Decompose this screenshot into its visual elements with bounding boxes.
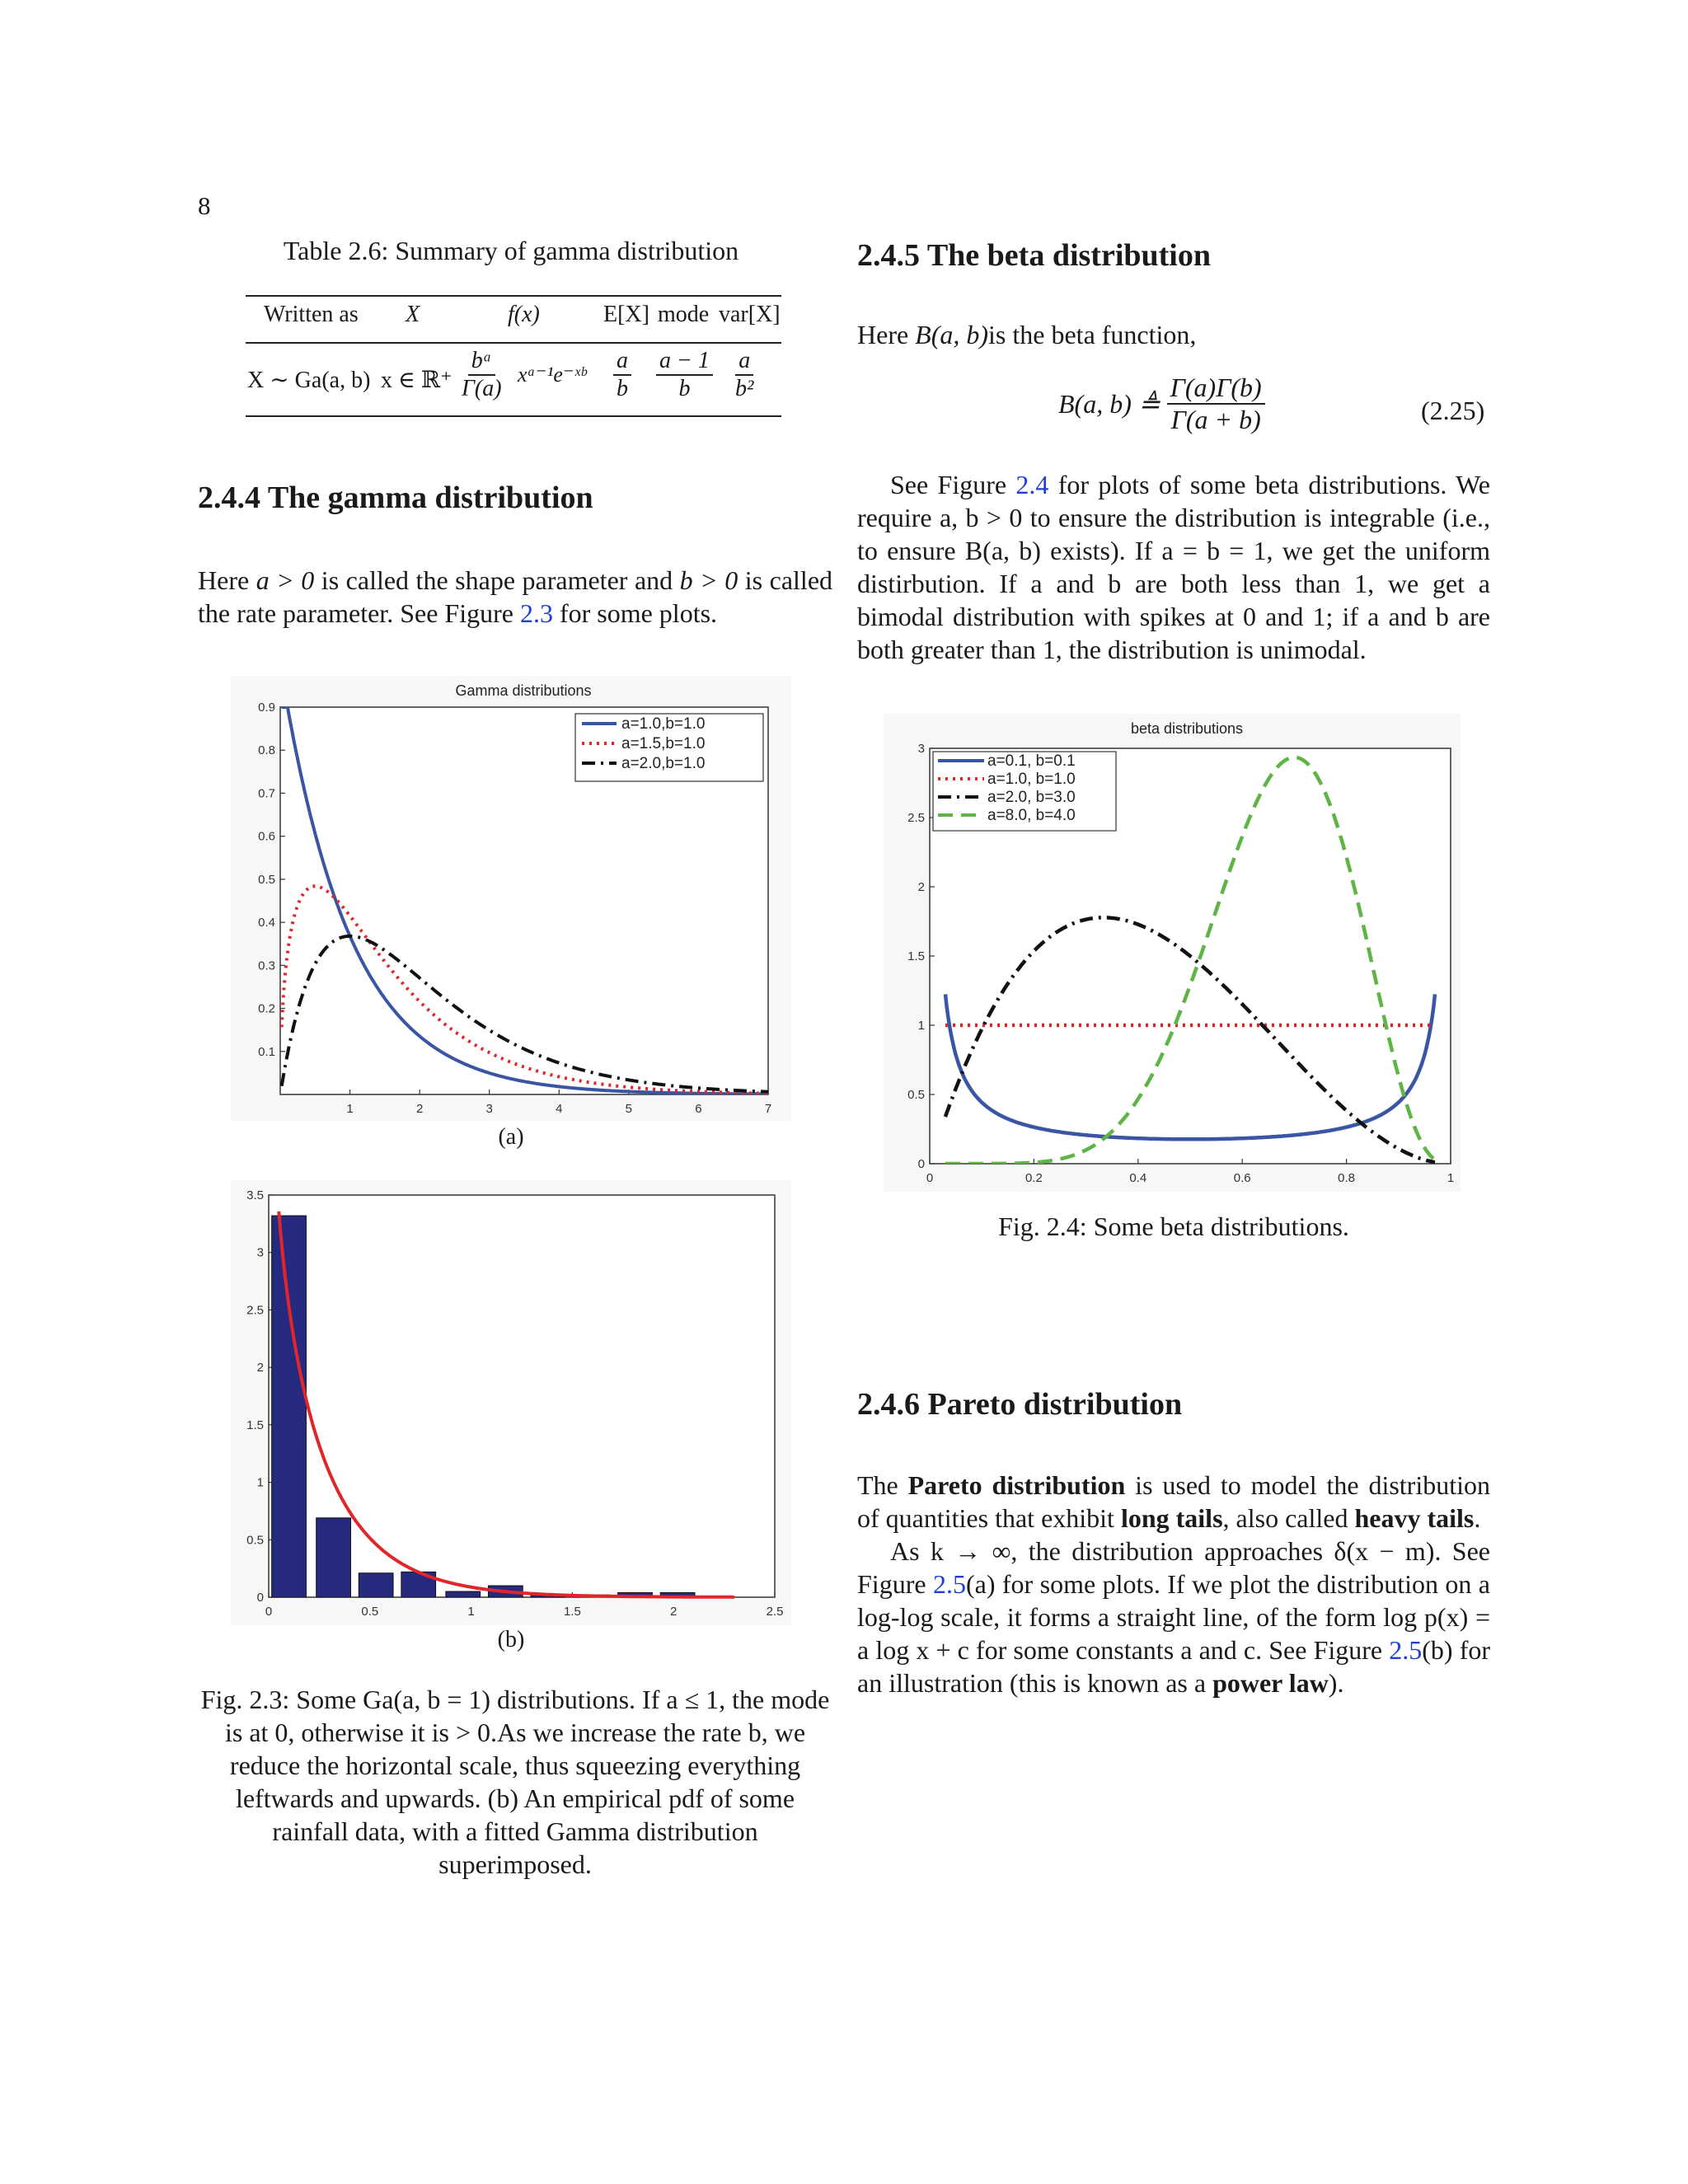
pareto-p1-a: The: [857, 1470, 908, 1500]
table-cell-pdf-fraction: [458, 348, 505, 402]
beta-y-tick-label: 1: [917, 1019, 925, 1033]
gamma-plot-area: [258, 701, 771, 1116]
gamma-x-tick-label: 6: [695, 1102, 702, 1116]
section-heading-beta: 2.4.5 The beta distribution: [857, 238, 1211, 273]
beta-x-tick-label: 0: [926, 1171, 934, 1185]
histogram-y-tick-label: 1.5: [246, 1418, 264, 1432]
beta-legend-label: a=1.0, b=1.0: [987, 771, 1076, 788]
histogram-y-tick-label: 2.5: [246, 1303, 264, 1318]
gamma-y-tick-label: 0.2: [258, 1001, 275, 1016]
gamma-x-tick-label: 5: [625, 1102, 633, 1116]
mode-denominator: b: [678, 376, 691, 401]
table-header-mode: mode: [658, 302, 710, 327]
mean-numerator: a: [613, 348, 631, 376]
table-cell-mean: [613, 348, 631, 402]
gamma-legend-label: a=1.0,b=1.0: [621, 715, 706, 733]
gamma-chart: [231, 676, 791, 1121]
var-denominator: b²: [735, 376, 754, 401]
section-heading-gamma: 2.4.4 The gamma distribution: [198, 480, 593, 515]
beta-intro-c: is the beta function,: [988, 320, 1197, 349]
beta-x-tick-label: 0.2: [1025, 1171, 1043, 1185]
histogram-x-tick-label: 0: [265, 1605, 273, 1619]
equation-lhs: B(a, b) ≜: [1058, 389, 1160, 419]
power-law-term-bold: power law: [1212, 1668, 1329, 1698]
mean-denominator: b: [617, 376, 628, 401]
beta-legend-label: a=2.0, b=3.0: [987, 789, 1076, 806]
gamma-legend-label: a=1.5,b=1.0: [621, 735, 706, 752]
fig-2-3-caption: Fig. 2.3: Some Ga(a, b = 1) distributions. If a ≤ 1, the mode is at 0, otherwise it is > 0.As we increase the rate b, we reduce the horizontal scale, thus squeezing everything leftwards and upwards. (b) An empirical pdf of some rainfall data, with a fitted Gamma distribution superimposed.: [200, 1685, 830, 1879]
beta-x-tick-label: 0.4: [1129, 1171, 1147, 1185]
table-cell-domain: x ∈ ℝ⁺: [381, 368, 452, 393]
gamma-y-tick-label: 0.3: [258, 958, 275, 973]
beta-para-a: See Figure: [890, 470, 1016, 499]
gamma-y-tick-label: 0.7: [258, 786, 275, 801]
gamma-text-d: b > 0: [679, 565, 738, 595]
beta-plot-area: [907, 742, 1454, 1185]
gamma-y-tick-label: 0.6: [258, 829, 275, 844]
histogram-x-tick-label: 1: [467, 1605, 475, 1619]
equation-fraction: [1167, 373, 1265, 435]
section-heading-pareto: 2.4.6 Pareto distribution: [857, 1387, 1183, 1422]
histogram-bar: [316, 1518, 351, 1597]
beta-y-tick-label: 2: [917, 880, 925, 894]
histogram-y-tick-label: 0: [256, 1591, 264, 1605]
equation-numerator: Γ(a)Γ(b): [1167, 373, 1265, 405]
table-header-written-as: Written as: [264, 302, 359, 327]
mode-numerator: a − 1: [656, 348, 713, 376]
table-cell-var: [732, 348, 757, 402]
equation-denominator: Γ(a + b): [1170, 405, 1261, 434]
beta-x-tick-label: 0.8: [1338, 1171, 1356, 1185]
beta-x-tick-label: 1: [1447, 1171, 1455, 1185]
table-header-x: X: [406, 302, 420, 327]
beta-para-b: for plots of some beta distributions. We require a, b > 0 to ensure the distribution is integrable (i.e., to ensure B(a, b) exists). If a = b = 1, we get the uniform distirbution. If a and b are both less than 1, we get a bimodal distribution with spikes at 0 and 1; if a and b are both greater than 1, the distribution is unimodal.: [857, 470, 1491, 664]
gamma-x-tick-label: 3: [485, 1102, 493, 1116]
figure-link-2-4[interactable]: 2.4: [1015, 470, 1049, 499]
gamma-y-tick-label: 0.1: [258, 1044, 275, 1059]
figure-link-2-5a[interactable]: 2.5: [932, 1569, 966, 1599]
gamma-text-a: Here: [198, 565, 256, 595]
pareto-paragraphs: [857, 1469, 1490, 1699]
gamma-chart-title: Gamma distributions: [455, 682, 592, 699]
table-cell-mode: [656, 348, 713, 402]
histogram-y-tick-label: 3: [256, 1245, 264, 1260]
pareto-p1-b: is used to model the distribution of quantities that exhibit: [857, 1470, 1491, 1533]
histogram-bar: [359, 1573, 393, 1597]
pareto-term-bold: Pareto distribution: [907, 1470, 1126, 1500]
heavy-tails-term-bold: heavy tails: [1354, 1503, 1475, 1533]
histogram-x-tick-label: 2.5: [766, 1605, 784, 1619]
gamma-x-tick-label: 4: [556, 1102, 563, 1116]
fig-2-3-label-b: (b): [497, 1627, 525, 1652]
rainfall-histogram-chart: [231, 1180, 791, 1625]
table-data-row: [246, 346, 781, 415]
beta-function-equation: [1058, 373, 1265, 435]
gamma-x-tick-label: 7: [764, 1102, 772, 1116]
figure-link-2-5b[interactable]: 2.5: [1389, 1635, 1423, 1665]
pareto-p1-d: .: [1474, 1503, 1481, 1533]
long-tails-term-bold: long tails: [1120, 1503, 1223, 1533]
histogram-bar: [446, 1591, 481, 1597]
table-header-fx: f(x): [508, 302, 540, 327]
table-cell-written-as: X ∼ Ga(a, b): [247, 368, 371, 393]
histogram-y-tick-label: 1: [256, 1475, 264, 1490]
beta-chart: [884, 714, 1461, 1192]
gamma-text-f: for some plots.: [552, 598, 718, 628]
table-header-var: var[X]: [719, 302, 781, 327]
equation-number: (2.25): [1421, 396, 1485, 425]
pdf-denominator: Γ(a): [462, 376, 502, 401]
page-number: 8: [198, 191, 211, 220]
histogram-y-tick-label: 0.5: [246, 1533, 264, 1548]
beta-y-tick-label: 1.5: [907, 949, 925, 963]
beta-intro-b: B(a, b): [915, 320, 989, 349]
gamma-text-c: is called the shape parameter and: [314, 565, 680, 595]
histogram-plot-area: [246, 1188, 783, 1619]
beta-chart-title: beta distributions: [1130, 720, 1244, 737]
table-cell-pdf-tail: xᵃ⁻¹e⁻ˣᵇ: [518, 363, 587, 387]
beta-y-tick-label: 0: [917, 1157, 925, 1171]
beta-legend-label: a=0.1, b=0.1: [987, 752, 1076, 770]
table-top-rule: [246, 295, 781, 297]
gamma-paragraph: [198, 564, 832, 630]
beta-intro: [857, 318, 1490, 351]
gamma-text-b: a > 0: [256, 565, 315, 595]
histogram-y-tick-label: 3.5: [246, 1188, 264, 1202]
pareto-p2-d: ).: [1328, 1668, 1344, 1698]
beta-y-tick-label: 2.5: [907, 811, 925, 825]
fig-2-4-caption: Fig. 2.4: Some beta distributions.: [998, 1212, 1349, 1241]
pareto-p2-b: (a) for some plots. If we plot the distribution on a log-log scale, it forms a straight line, of the form log p(x) = a log x + c for some constants a and c. See Figure: [857, 1569, 1491, 1665]
gamma-text-e: is called the rate parameter. See Figure: [198, 565, 833, 628]
gamma-legend-label: a=2.0,b=1.0: [621, 755, 706, 772]
table-header-mean: E[X]: [603, 302, 649, 327]
beta-y-tick-label: 3: [917, 742, 925, 756]
histogram-x-tick-label: 2: [670, 1605, 678, 1619]
histogram-x-tick-label: 1.5: [563, 1605, 581, 1619]
pareto-p2-a: As k → ∞, the distribution approaches δ(x − m). See Figure: [857, 1536, 1490, 1599]
gamma-y-tick-label: 0.8: [258, 743, 275, 758]
gamma-x-tick-label: 1: [346, 1102, 354, 1116]
histogram-y-tick-label: 2: [256, 1361, 264, 1376]
fig-2-3-label-a: (a): [498, 1124, 524, 1150]
beta-x-tick-label: 0.6: [1233, 1171, 1251, 1185]
figure-link-2-3[interactable]: 2.3: [519, 598, 553, 628]
beta-y-tick-label: 0.5: [907, 1088, 925, 1102]
histogram-x-tick-label: 0.5: [361, 1605, 379, 1619]
pareto-p2-c: (b) for an illustration (this is known as a: [857, 1635, 1491, 1698]
pareto-p1-c: , also called: [1222, 1503, 1355, 1533]
beta-legend-label: a=8.0, b=4.0: [987, 807, 1076, 824]
beta-paragraph: [857, 468, 1490, 666]
gamma-y-tick-label: 0.4: [258, 916, 275, 930]
var-numerator: a: [735, 348, 753, 376]
histogram-bar: [272, 1216, 307, 1597]
pdf-numerator: bᵃ: [468, 348, 495, 376]
gamma-y-tick-label: 0.9: [258, 701, 275, 715]
table-bottom-rule: [246, 415, 781, 417]
gamma-y-tick-label: 0.5: [258, 872, 275, 887]
beta-intro-a: Here: [857, 320, 916, 349]
table-mid-rule: [246, 342, 781, 344]
table-caption: Table 2.6: Summary of gamma distribution: [283, 236, 739, 265]
gamma-x-tick-label: 2: [415, 1102, 424, 1116]
